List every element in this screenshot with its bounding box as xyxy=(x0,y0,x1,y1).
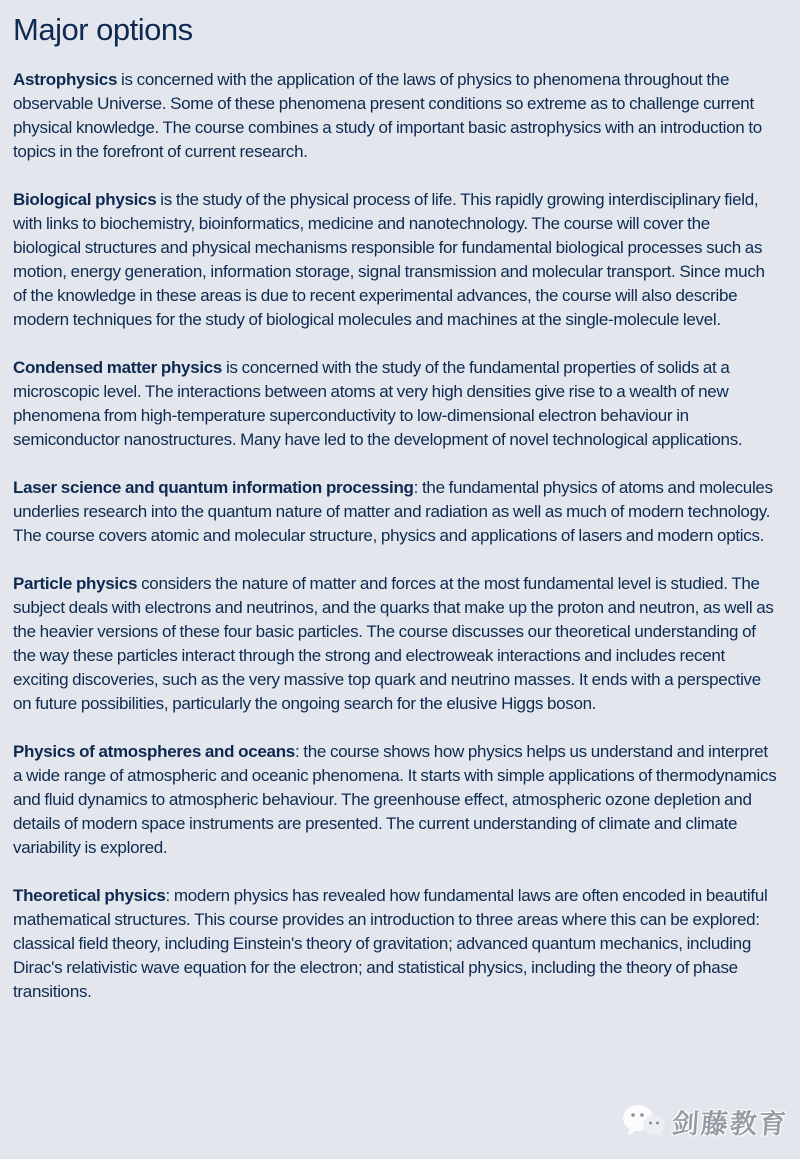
course-paragraph-condensed-matter xyxy=(13,356,778,452)
watermark-text: 剑藤教育 xyxy=(670,1109,789,1139)
course-paragraph-biological-physics xyxy=(13,188,778,332)
watermark xyxy=(622,1102,788,1141)
course-paragraph-laser-science xyxy=(13,476,778,548)
course-heading: Physics of atmospheres and oceans xyxy=(13,741,295,761)
course-heading: Condensed matter physics xyxy=(13,357,223,377)
course-heading: Astrophysics xyxy=(13,69,118,89)
course-description: is concerned with the application of the laws of physics to phenomena throughout the observable Universe. Some of these phenomena present conditions so extreme as to challenge current physical knowledge. The course combines a study of important basic astrophysics with an introduction to topics in the forefront of current research. xyxy=(13,69,762,161)
course-description: considers the nature of matter and forces at the most fundamental level is studied. The subject deals with electrons and neutrinos, and the quarks that make up the proton and neutron, as well as the heavier versions of these four basic particles. The course discusses our theoretical understanding of the way these particles interact through the strong and electroweak interactions and includes recent exciting discoveries, such as the very massive top quark and neutrino masses. It ends with a perspective on future possibilities, particularly the ongoing search for the elusive Higgs boson. xyxy=(13,573,774,713)
course-description: is concerned with the study of the fundamental properties of solids at a microscopic level. The interactions between atoms at very high densities give rise to a wealth of new phenomena from high-temperature superconductivity to low-dimensional electron behaviour in semiconductor nanostructures. Many have led to the development of novel technological applications. xyxy=(13,357,743,449)
course-heading: Laser science and quantum information processing xyxy=(13,477,414,497)
course-description: is the study of the physical process of life. This rapidly growing interdisciplinary field, with links to biochemistry, bioinformatics, medicine and nanotechnology. The course will cover the biological structures and physical mechanisms responsible for fundamental biological processes such as motion, energy generation, information storage, signal transmission and molecular transport. Since much of the knowledge in these areas is due to recent experimental advances, the course will also describe modern techniques for the study of biological molecules and machines at the single-molecule level. xyxy=(13,189,765,329)
course-paragraph-particle-physics xyxy=(13,572,778,716)
course-description: : the course shows how physics helps us understand and interpret a wide range of atmospheric and oceanic phenomena. It starts with simple applications of thermodynamics and fluid dynamics to atmospheric behaviour. The greenhouse effect, atmospheric ozone depletion and details of modern space instruments are presented. The current understanding of climate and climate variability is explored. xyxy=(13,741,777,857)
course-heading: Biological physics xyxy=(13,189,157,209)
course-heading: Theoretical physics xyxy=(13,885,166,905)
page-title: Major options xyxy=(13,12,193,47)
course-paragraph-theoretical-physics xyxy=(13,884,778,1004)
course-description: : modern physics has revealed how fundamental laws are often encoded in beautiful mathematical structures. This course provides an introduction to three areas where this can be explored: classical field theory, including Einstein's theory of gravitation; advanced quantum mechanics, including Dirac's relativistic wave equation for the electron; and statistical physics, including the theory of phase transitions. xyxy=(13,885,768,1001)
course-paragraph-astrophysics xyxy=(13,68,778,164)
course-paragraph-atmospheres-oceans xyxy=(13,740,778,860)
wechat-icon xyxy=(622,1103,666,1141)
course-description: : the fundamental physics of atoms and molecules underlies research into the quantum nature of matter and radiation as well as much of modern technology. The course covers atomic and molecular structure, physics and applications of lasers and modern optics. xyxy=(13,477,773,545)
course-heading: Particle physics xyxy=(13,573,138,593)
